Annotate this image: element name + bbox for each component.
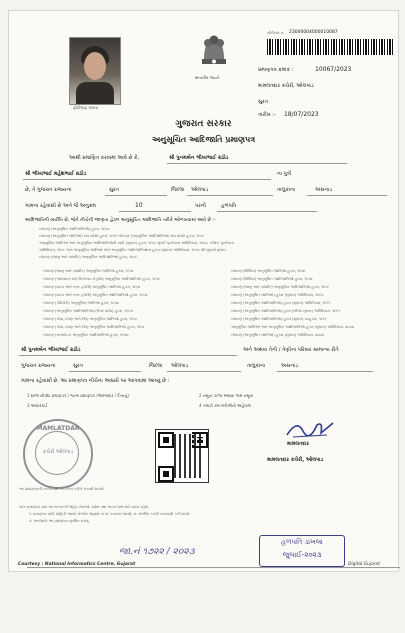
relation-text: ના પુત્રી: [277, 171, 292, 177]
emblem-caption: સત્યમેવ જયતે: [195, 75, 220, 80]
order-line: અનુસૂચિત જાતિઓ અને અનુસૂચિત આદિજાતિઓની યાદી (સુધારા) હુકમ, ૧૯૫૬ મુંબઈ પુનર્રચના અધિનિયમ, ૧૯૬૦, પંજાબ પુનર્રચના: [39, 241, 234, 245]
underline: [19, 355, 237, 356]
qr-code: [155, 429, 209, 483]
line8-text: ગામના રહેવાસી છે. આ પ્રમાણપત્ર નીચેના આધારો પર આપવામાં આવ્યું છે :: [21, 378, 170, 384]
order-line: બંધારણ (અનુસૂચિત જાતિઓ) સંઘ પ્રદેશો હુકમ, ૧૯૫૧ બંધારણ (અનુસૂચિત આદિજાતિઓ) સંઘ પ્રદેશો હુકમ, ૧૯૫૧: [39, 234, 205, 238]
seal-inner-text: કચેરી ઓલપાડ: [42, 449, 74, 455]
basis-item: 1 શાળા છોડ્યા પ્રમાણપત્ર / જન્મ પ્રમાણપત્ર (અરજદાર / પિતાનું): [27, 393, 129, 398]
underline: [69, 371, 141, 372]
line4-prefix: ગામના રહેવાસી છે અને જે અનુક્રમ: [25, 203, 96, 209]
officer-designation: મામલતદાર: [287, 441, 309, 447]
order-right-item: બંધારણ (જમ્મુ અને કાશ્મીર) અનુસૂચિત આદિજાતિઓ હુકમ, ૧૯૮૯: [231, 285, 330, 289]
app-no-label: પ્રમાણપત્ર ક્રમાંક :: [258, 67, 294, 73]
certificate-sheet: [8, 10, 399, 572]
qr-finder: [158, 466, 174, 482]
underline: [307, 195, 387, 196]
seal-text: MAMLATDAR: [36, 425, 80, 432]
order-line: અધિનિયમ, ૧૯૬૬ અને અનુસૂચિત જાતિઓ અને અનુસૂચિત આદિજાતિઓના હુકમ (સુધારા) અધિનિયમ, ૧૯૭૬ થી સુધાર્યા મુજબ: [39, 248, 226, 252]
qr-modules: [174, 434, 204, 478]
order-left-item: બંધારણ (નાગાલેન્ડ) અનુસૂચિત આદિજાતિઓ હુકમ, ૧૯૭૦: [43, 333, 129, 337]
line6-suffix: અને અથવા તેની / તેણીના પરિવાર સામાન્ય રીતે: [243, 347, 339, 353]
order-right-item: બંધારણ (સિક્કિમ) અનુસૂચિત આદિજાતિઓ હુકમ, ૧૯૭૮: [231, 277, 313, 281]
note-line: ૧. પ્રમાણપત્ર ખોટી માહિતી આધારે મેળવેલ જણાશે તો રદ કરવામાં આવશે. ૨. સંબંધિત કચેરી ચકાસણી કરી શકશે.: [29, 512, 191, 516]
applicant-photo: [69, 37, 121, 105]
mamlatdar-seal: [23, 419, 93, 489]
serial-entry-no: 10: [135, 202, 143, 209]
issue-date: 18/07/2023: [284, 111, 319, 118]
gov-title: ગુજરાત સરકાર: [175, 119, 232, 129]
cert-title: અનુસૂચિત આદિજાતિ પ્રમાણપત્ર: [151, 135, 256, 144]
holder-name: શ્રી પુનમબેન ભીખાભાઈ રાઠોડ: [169, 155, 229, 161]
barcode: [267, 39, 395, 55]
footer-digital-gujarat: Digital Gujarat: [348, 562, 380, 567]
underline: [277, 371, 373, 372]
village-value: અસનાડ: [315, 187, 333, 193]
footer-rule: [27, 567, 400, 568]
order-right-item: બંધારણ (અનુસૂચિત જાતિઓ) હુકમ (સુધારા) અધિનિયમ, ૧૯૯૦: [231, 293, 324, 297]
order-left-item: બંધારણ (દાદરા અને નગર હવેલી) અનુસૂચિત આદિજાતિઓ હુકમ, ૧૯૬૨: [43, 293, 148, 297]
line4-mid: પરની: [195, 203, 206, 209]
note-line: સદર પ્રમાણપત્ર માત્ર આ સરકારની જાહેર સેવાઓ, પ્રવેશ તથા અન્ય લાભ માટે માન્ય રહેશે.: [19, 505, 149, 509]
basis-item: 3 આધારકાર્ડ: [27, 403, 48, 408]
stamp-line-1: હળપતિ ડાખલા: [281, 538, 323, 546]
order-right-item: બંધારણ (અનુસૂચિત આદિજાતિઓ) હુકમ (સુધારા) અધિનિયમ, ૧૯૯૧: [231, 301, 331, 305]
footer-courtesy: Courtesy : National Informatics Centre, Gujarat: [18, 562, 136, 567]
order-left-item: બંધારણ (ગોવા, દમણ અને દીવ) અનુસૂચિત આદિજાતિઓ હુકમ, ૧૯૬૮: [43, 325, 145, 329]
order-left-item: બંધારણ (દાદરા અને નગર હવેલી) અનુસૂચિત જાતિઓ હુકમ, ૧૯૬૨: [43, 285, 141, 289]
basis-item: 4 તલાટી કમ મંત્રીશ્રીનો અહેવાલ: [199, 403, 251, 408]
office-name: મામલતદાર કચેરી, ઓલપાડ: [258, 83, 314, 89]
officer-office: મામલતદાર કચેરી, ઓલપાડ: [267, 457, 324, 463]
stamp-line-2: જુલાઈ-૨૦૨૩: [282, 551, 322, 559]
underline: [187, 195, 273, 196]
basis-item: 2 નમૂના ૭/૧૨ અથવા ગામ નમૂના: [199, 393, 254, 398]
order-line: બંધારણ (અનુસૂચિત આદિજાતિઓ) હુકમ, ૧૯૫૦: [39, 227, 110, 231]
line1-prefix: આથી પ્રમાણિત કરવામાં આવે છે કે,: [69, 155, 140, 161]
serial-number: 23000004000010087: [289, 30, 338, 35]
underline: [217, 211, 317, 212]
order-right-item: બંધારણ (સિક્કિમ) અનુસૂચિત જાતિઓ હુકમ, ૧૯૭૮: [231, 269, 306, 273]
district-value-2: સુરત: [73, 363, 83, 369]
photo-body: [76, 82, 114, 104]
line5-text: આદિજાતિની વ્યક્તિ છે, જેને નીચેની જાણતા હેઠળ અનુસૂચિત આદિજાતિ તરીકે ઓળખવામાં આવે છે :-: [25, 218, 216, 223]
order-right-item: અનુસૂચિત જાતિઓ અને અનુસૂચિત આદિજાતિઓ હુકમ (સુધારા) અધિનિયમ, ૨૦૦૨: [231, 325, 354, 329]
order-left-item: બંધારણ (અનુસૂચિત આદિજાતિઓ) (ઉત્તર પ્રદેશ) હુકમ, ૧૯૬૭: [43, 309, 134, 313]
taluka-word: તાલુકાના: [277, 187, 296, 193]
serial-caption: સીરીયલ નં.: [267, 31, 285, 35]
father-name: શ્રી ભીખાભાઈ મહેશભાઈ રાઠોડ: [25, 171, 87, 177]
order-left-item: બંધારણ (પોંડિચેરી) અનુસૂચિત જાતિઓ હુકમ, ૧૯૬૪: [43, 301, 119, 305]
note-line: ૩. અરજદારે આ પ્રમાણપત્ર સુરક્ષિત રાખવું.: [29, 519, 90, 523]
order-left-item: બંધારણ (ગોવા, દમણ અને દીવ) અનુસૂચિત જાતિઓ હુકમ, ૧૯૬૮: [43, 317, 138, 321]
underline: [167, 371, 241, 372]
officer-signature-icon: [283, 415, 339, 443]
district-word-2: જિલ્લા: [149, 363, 163, 369]
qr-finder: [158, 432, 174, 448]
taluka-value: ઓલપાડ: [191, 187, 209, 193]
photo-face: [84, 52, 106, 80]
photo-caption: ફોટોગ્રાફ પાત્રતા: [73, 105, 98, 110]
taluka-value-2: ઓલપાડ: [171, 363, 189, 369]
national-emblem-icon: [196, 29, 232, 75]
village-value-2: અસનાડ: [281, 363, 299, 369]
underline: [167, 163, 347, 164]
line7-prefix: ગુજરાત રાજ્યના: [21, 363, 56, 369]
app-no: 10067/2023: [315, 66, 352, 73]
note-line: આ પ્રમાણપત્રની નકલો QR કોડ સ્કેન કરીને ચકાસી શકાશે.: [19, 487, 105, 491]
district-word: જિલ્લા: [171, 187, 185, 193]
taluka-word-2: તાલુકાના: [247, 363, 266, 369]
order-right-item: બંધારણ (અનુસૂચિત જાતિઓ) હુકમ (સુધારા) અધિનિયમ, ૨૦૦૨: [231, 333, 324, 337]
underline: [105, 195, 167, 196]
order-left-item: બંધારણ (જમ્મુ અને કાશ્મીર) અનુસૂચિત જાતિઓ હુકમ, ૧૯૫૬: [43, 269, 134, 273]
district-value: સુરત: [109, 187, 119, 193]
holder-name-repeat: શ્રી પુનમબેન ભીખાભાઈ રાઠોડ: [21, 347, 81, 353]
order-line: બંધારણ (જમ્મુ અને કાશ્મીર) અનુસૂચિત આદિજાતિઓ હુકમ, ૧૯૮૯: [39, 255, 138, 259]
underline: [23, 179, 271, 180]
caste-name: હળપતિ: [221, 203, 237, 209]
order-left-item: બંધારણ (આંદામાન અને નિકોબાર ટાપુઓ) અનુસૂચિત આદિજાતિઓ હુકમ, ૧૯૫૯: [43, 277, 161, 281]
order-right-item: બંધારણ (અનુસૂચિત આદિજાતિઓ) હુકમ (બીજા સુધારા) અધિનિયમ, ૧૯૯૧: [231, 309, 340, 313]
order-right-item: બંધારણ (અનુસૂચિત આદિજાતિઓ) હુકમ (સુધારા) વટહુકમ, ૧૯૯૬: [231, 317, 327, 321]
underline: [119, 211, 191, 212]
district-name: સુરત: [258, 99, 268, 105]
handwritten-ref: જા.નં ૧૭૨૨ / ૨૦૨૩: [119, 547, 195, 557]
line3-prefix: છે, તે ગુજરાત રાજ્યના: [25, 187, 72, 193]
date-label: તારીખ :-: [258, 112, 276, 118]
caste-stamp: [259, 535, 345, 567]
